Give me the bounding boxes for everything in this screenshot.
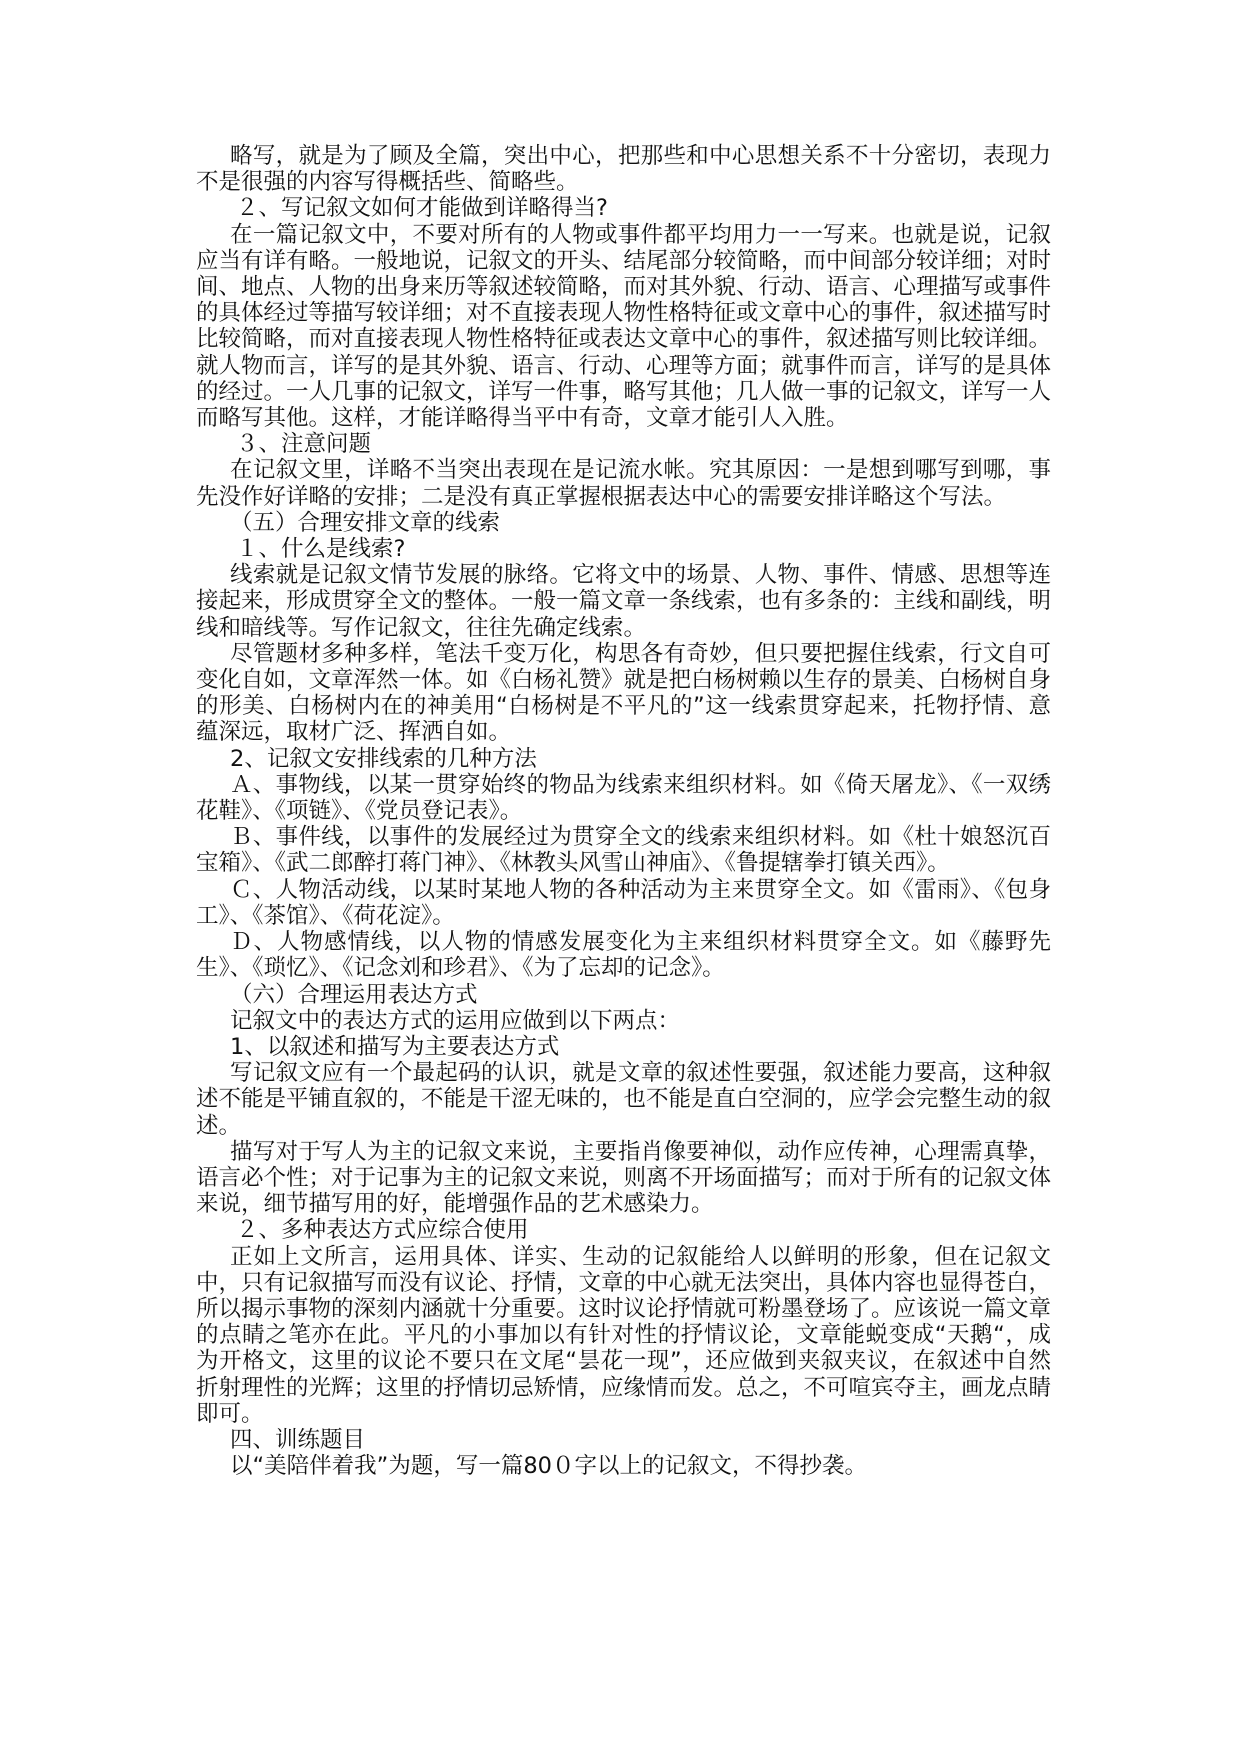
heading-detail-balance: ２、写记叙文如何才能做到详略得当?: [236, 195, 608, 222]
heading-notes: ３、注意问题: [236, 431, 372, 458]
paragraph-method-c: Ｃ、人物活动线，以某时某地人物的各种活动为主来贯穿全文。如《雷雨》、《包身工》、《茶馆》、《荷花淀》。: [196, 876, 1051, 929]
paragraph-brief-writing: 略写，就是为了顾及全篇，突出中心，把那些和中心思想关系不十分密切，表现力不是很强的内容写得概括些、简略些。: [196, 143, 1051, 196]
heading-section-four: 四、训练题目: [230, 1426, 366, 1453]
paragraph-clue-definition: 线索就是记叙文情节发展的脉络。它将文中的场景、人物、事件、情感、思想等连接起来，形成贯穿全文的整体。一般一篇文章一条线索，也有多条的：主线和副线，明线和暗线等。写作记叙文，往往先确定线索。: [196, 562, 1052, 641]
document-body: [196, 143, 1051, 1479]
paragraph-combined-use: 正如上文所言，运用具体、详实、生动的记叙能给人以鲜明的形象，但在记叙文中，只有记叙描写而没有议论、抒情，文章的中心就无法突出，具体内容也显得苍白，所以揭示事物的深刻内涵就十分重要。这时议论抒情就可粉墨登场了。应该说一篇文章的点睛之笔亦在此。平凡的小事加以有针对性的抒情议论，文章能蜕变成“天鹅“，成为开格文，这里的议论不要只在文尾“昙花一现”，还应做到夹叙夹议，在叙述中自然折射理性的光辉；这里的抒情切忌矫情，应缘情而发。总之，不可喧宾夺主，画龙点睛即可。: [196, 1243, 1052, 1427]
heading-narration-description: 1、以叙述和描写为主要表达方式: [230, 1033, 560, 1060]
heading-section-six: （六）合理运用表达方式: [230, 981, 478, 1008]
paragraph-method-d: Ｄ、人物感情线，以人物的情感发展变化为主来组织材料贯穿全文。如《藤野先生》、《琐忆》、《记念刘和珍君》、《为了忘却的记念》。: [196, 929, 1051, 982]
paragraph-exercise: 以“美陪伴着我”为题，写一篇80０字以上的记叙文，不得抄袭。: [230, 1453, 867, 1480]
heading-combined-use: ２、多种表达方式应综合使用: [236, 1217, 529, 1244]
heading-what-is-clue: １、什么是线索?: [236, 536, 406, 563]
paragraph-detail-balance: 在一篇记叙文中，不要对所有的人物或事件都平均用力一一写来。也就是说，记叙应当有详有略。一般地说，记叙文的开头、结尾部分较简略，而中间部分较详细；对时间、地点、人物的出身来历等叙述较简略，而对其外貌、行动、语言、心理描写或事件的具体经过等描写较详细；对不直接表现人物性格特征或文章中心的事件，叙述描写时比较简略，而对直接表现人物性格特征或表达文章中心的事件，叙述描写则比较详细。就人物而言，详写的是其外貌、语言、行动、心理等方面；就事件而言，详写的是具体的经过。一人几事的记叙文，详写一件事，略写其他；几人做一事的记叙文，详写一人而略写其他。这样，才能详略得当平中有奇，文章才能引人入胜。: [196, 221, 1052, 432]
paragraph-method-b: Ｂ、事件线，以事件的发展经过为贯穿全文的线索来组织材料。如《杜十娘怒沉百宝箱》、《武二郎醉打蒋门神》、《林教头风雪山神庙》、《鲁提辖拳打镇关西》。: [196, 824, 1051, 877]
paragraph-notes: 在记叙文里，详略不当突出表现在是记流水帐。究其原因：一是想到哪写到哪，事先没作好详略的安排；二是没有真正掌握根据表达中心的需要安排详略这个写法。: [196, 457, 1051, 510]
paragraph-method-a: Ａ、事物线，以某一贯穿始终的物品为线索来组织材料。如《倚天屠龙》、《一双绣花鞋》、《项链》、《党员登记表》。: [196, 771, 1051, 825]
paragraph-narration: 写记叙文应有一个最起码的认识，就是文章的叙述性要强，叙述能力要高，这种叙述不能是平铺直叙的，不能是干涩无味的，也不能是直白空洞的，应学会完整生动的叙述。: [196, 1060, 1052, 1139]
paragraph-clue-example: 尽管题材多种多样，笔法千变万化，构思各有奇妙，但只要把握住线索，行文自可变化自如，文章浑然一体。如《白杨礼赞》就是把白杨树赖以生存的景美、白杨树自身的形美、白杨树内在的神美用“白杨树是不平凡的”这一线索贯穿起来，托物抒情、意蕴深远，取材广泛、挥洒自如。: [196, 640, 1052, 746]
heading-clue-methods: 2、记叙文安排线索的几种方法: [230, 745, 537, 772]
paragraph-description: 描写对于写人为主的记叙文来说，主要指肖像要神似，动作应传神，心理需真挚，语言必个性；对于记事为主的记叙文来说，则离不开场面描写；而对于所有的记叙文体来说，细节描写用的好，能增强作品的艺术感染力。: [196, 1138, 1052, 1218]
paragraph-expression-intro: 记叙文中的表达方式的运用应做到以下两点：: [230, 1007, 681, 1034]
heading-section-five: （五）合理安排文章的线索: [230, 509, 501, 536]
